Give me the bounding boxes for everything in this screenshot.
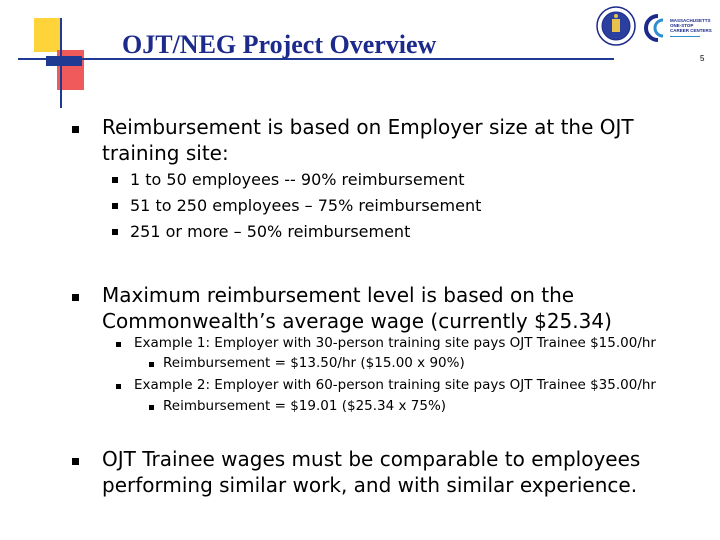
bullet-marker [72,126,79,133]
example-1-detail: Reimbursement = $13.50/hr ($15.00 x 90%) [163,355,465,371]
sub-bullet-marker [116,384,121,389]
sub-bullet-marker [112,177,118,183]
sub-bullet-marker [112,203,118,209]
bullet-marker [72,458,79,465]
slide-title: OJT/NEG Project Overview [122,30,437,59]
slide-number: 5 [700,54,705,63]
bullet-2-line-1: Maximum reimbursement level is based on the [102,283,575,307]
bullet-2-text [102,282,612,334]
bullet-3-line-1: OJT Trainee wages must be comparable to employees [102,447,641,471]
bullet-3-line-2: performing similar work, and with similar experience. [102,473,638,497]
bullet-1-text [102,114,634,166]
career-centers-logo [644,10,712,50]
bullet-1-sub-1: 1 to 50 employees -- 90% reimbursement [130,170,465,189]
bullet-1-line-1: Reimbursement is based on Employer size at the OJT [102,115,634,139]
svg-text:CAREER CENTERS: CAREER CENTERS [670,28,712,33]
decorative-yellow-block [34,18,60,52]
svg-text:ONE-STOP: ONE-STOP [670,23,694,28]
bullet-1-line-2: training site: [102,141,229,165]
bullet-1-sub-2: 51 to 250 employees – 75% reimbursement [130,196,482,215]
sub-bullet-marker [112,229,118,235]
bullet-2-line-2: Commonwealth’s average wage (currently $25.34) [102,309,612,333]
svg-text:MASSACHUSETTS: MASSACHUSETTS [670,18,711,23]
decorative-vertical-line [60,18,62,108]
massachusetts-seal-icon [596,6,636,46]
example-2-detail: Reimbursement = $19.01 ($25.34 x 75%) [163,398,447,414]
bullet-1-sub-3: 251 or more – 50% reimbursement [130,222,411,241]
sub-bullet-marker [116,342,121,347]
sub-sub-bullet-marker [149,405,154,410]
bullet-3-text [102,446,640,498]
sub-sub-bullet-marker [149,362,154,367]
example-2-text: Example 2: Employer with 60-person training site pays OJT Trainee $35.00/hr [134,377,656,393]
example-1-text: Example 1: Employer with 30-person training site pays OJT Trainee $15.00/hr [134,335,656,351]
bullet-marker [72,294,79,301]
